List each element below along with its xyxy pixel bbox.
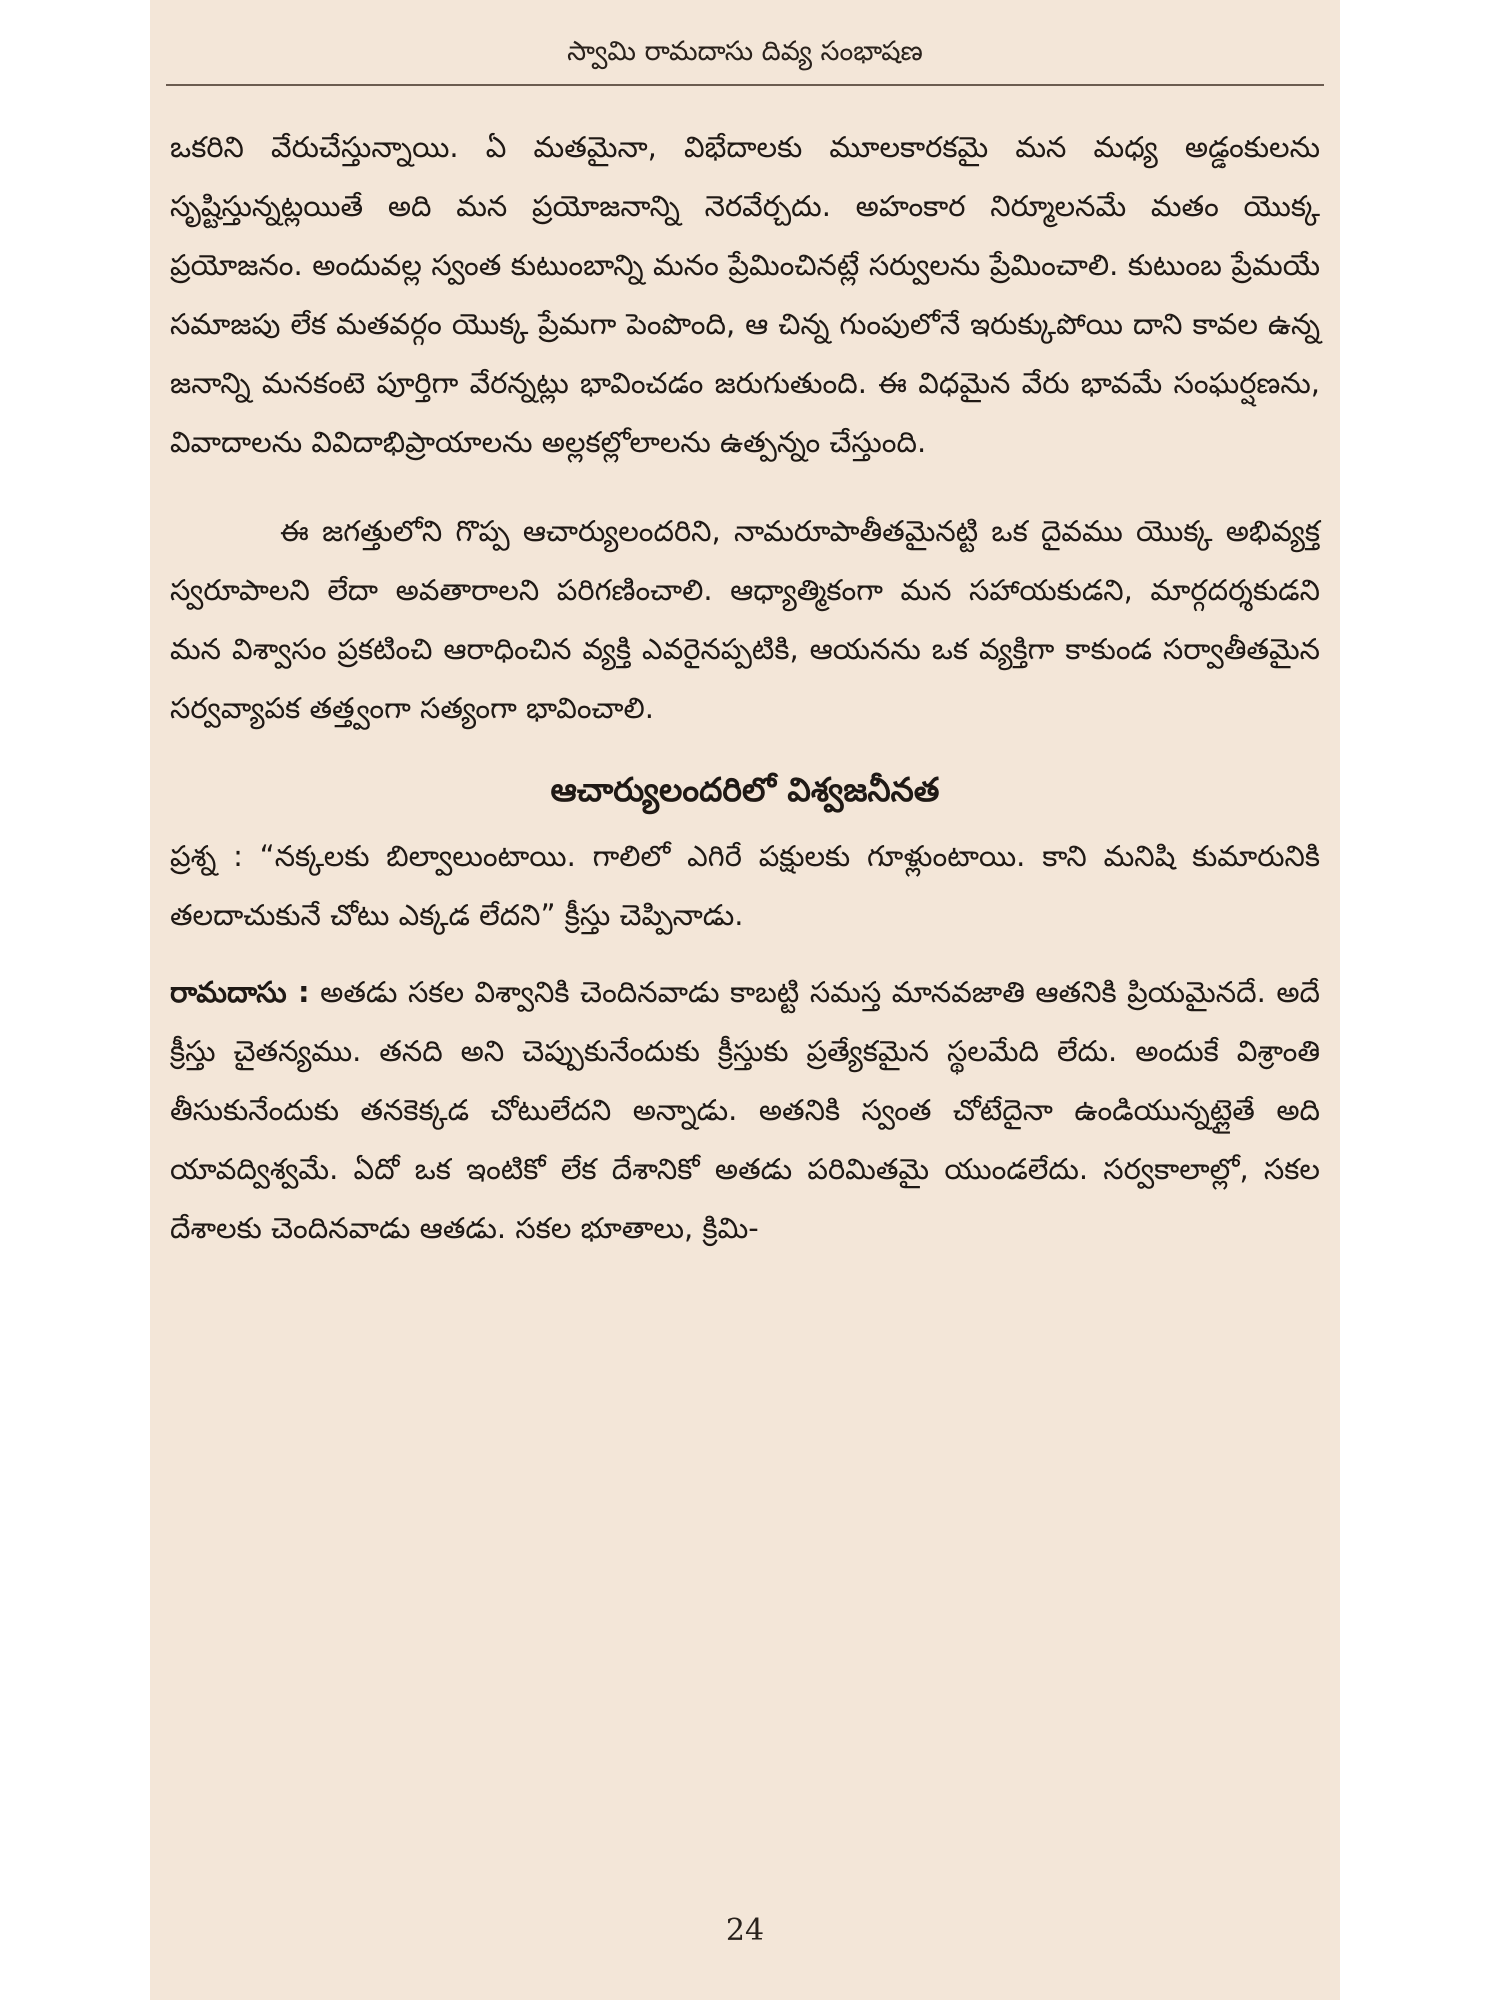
header-rule [166, 84, 1324, 86]
question-label: ప్రశ్న : [170, 839, 243, 873]
answer-speaker: రామదాసు : [170, 975, 310, 1009]
answer-text: అతడు సకల విశ్వానికి చెందినవాడు కాబట్టి సమస్త మానవజాతి ఆతనికి ప్రియమైనదే. అదే క్రీస్తు చైతన్యము. తనది అని చెప్పుకునేందుకు క్రీస్తుకు ప్రత్యేకమైన స్థలమేది లేదు. అందుకే విశ్రాంతి తీసుకునేందుకు తనకెక్కడ చోటులేదని అన్నాడు. అతనికి స్వంత చోటేదైనా ఉండియున్నట్లైతే అది యావద్విశ్వమే. ఏదో ఒక ఇంటికో లేక దేశానికో అతడు పరిమితమై యుండలేదు. సర్వకాలాల్లో, సకల దేశాలకు చెందినవాడు ఆతడు. సకల భూతాలు, క్రిమి- [170, 975, 1320, 1245]
answer-paragraph [170, 963, 1320, 1258]
page-number: 24 [725, 1913, 765, 1948]
section-heading: ఆచార్యులందరిలో విశ్వజనీనత [550, 770, 940, 809]
page-body [170, 118, 1320, 1258]
running-head: స్వామి రామదాసు దివ్య సంభాషణ [567, 36, 923, 67]
paragraph-2: ఈ జగత్తులోని గొప్ప ఆచార్యులందరిని, నామరూపాతీతమైనట్టి ఒక దైవము యొక్క అభివ్యక్త స్వరూపాలని లేదా అవతారాలని పరిగణించాలి. ఆధ్యాత్మికంగా మన సహాయకుడని, మార్గదర్శకుడని మన విశ్వాసం ప్రకటించి ఆరాధించిన వ్యక్తి ఎవరైనప్పటికి, ఆయనను ఒక వ్యక్తిగా కాకుండ సర్వాతీతమైన సర్వవ్యాపక తత్త్వంగా సత్యంగా భావించాలి. [170, 514, 1320, 725]
question-text: “నక్కలకు బిల్వాలుంటాయి. గాలిలో ఎగిరే పక్షులకు గూళ్లుంటాయి. కాని మనిషి కుమారునికి తలదాచుకునే చోటు ఎక్కడ లేదని” క్రీస్తు చెప్పినాడు. [170, 839, 1320, 932]
question-paragraph [170, 827, 1320, 945]
paragraph-1: ఒకరిని వేరుచేస్తున్నాయి. ఏ మతమైనా, విభేదాలకు మూలకారకమై మన మధ్య అడ్డంకులను సృష్టిస్తున్నట్లయితే అది మన ప్రయోజనాన్ని నెరవేర్చదు. అహంకార నిర్మూలనమే మతం యొక్క ప్రయోజనం. అందువల్ల స్వంత కుటుంబాన్ని మనం ప్రేమించినట్లే సర్వులను ప్రేమించాలి. కుటుంబ ప్రేమయే సమాజపు లేక మతవర్గం యొక్క ప్రేమగా పెంపొంది, ఆ చిన్న గుంపులోనే ఇరుక్కుపోయి దాని కావల ఉన్న జనాన్ని మనకంటె పూర్తిగా వేరన్నట్లు భావించడం జరుగుతుంది. ఈ విధమైన వేరు భావమే సంఘర్షణను, వివాదాలను వివిదాభిప్రాయాలను అల్లకల్లోలాలను ఉత్పన్నం చేస్తుంది. [170, 130, 1320, 459]
book-page [150, 0, 1340, 2000]
